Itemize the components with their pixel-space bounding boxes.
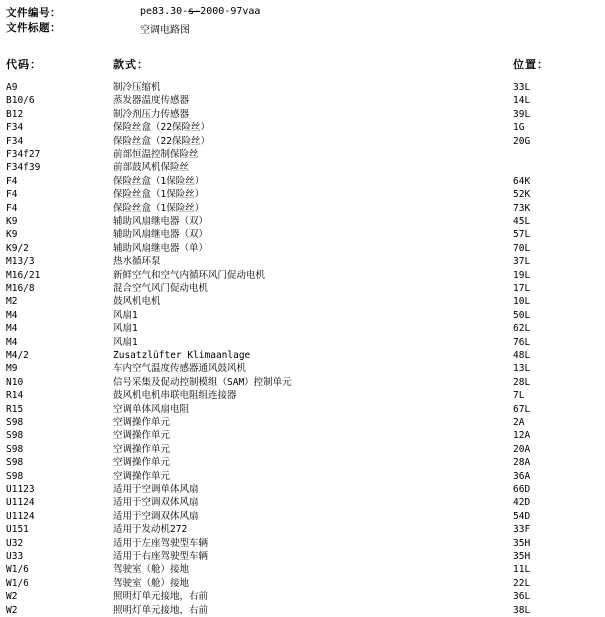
row-code: U1124	[6, 510, 35, 522]
table-row	[0, 228, 605, 241]
row-code: F4	[6, 175, 18, 187]
table-row	[0, 389, 605, 402]
row-code: K9/2	[6, 242, 29, 254]
row-code: F34f27	[6, 149, 41, 160]
table-row	[0, 496, 605, 509]
row-description: 蒸发器温度传感器	[113, 95, 190, 107]
table-row	[0, 161, 605, 174]
style-column-header: 款式：	[113, 58, 149, 71]
row-description: 信号采集及促动控制模组（SAM）控制单元	[113, 376, 292, 388]
row-position: 36A	[513, 470, 531, 482]
row-description: 风扇1	[113, 323, 138, 335]
row-position: 35H	[513, 537, 531, 549]
row-code: M4/2	[6, 350, 29, 361]
row-position: 42D	[513, 497, 531, 509]
table-row	[0, 537, 605, 550]
row-description: 空调操作单元	[113, 417, 171, 428]
row-position: 10L	[513, 296, 531, 308]
row-position: 37L	[513, 256, 531, 268]
row-description: 保险丝盒（1保险丝）	[113, 202, 205, 214]
row-position: 36L	[513, 591, 531, 603]
table-row	[0, 202, 605, 215]
row-description: 保险丝盒（22保险丝）	[113, 122, 210, 134]
row-position: 50L	[513, 309, 531, 321]
table-row	[0, 483, 605, 496]
row-code: F4	[6, 202, 18, 214]
table-row	[0, 94, 605, 107]
row-position: 2A	[513, 417, 525, 428]
row-description: 鼓风机电机串联电阻组连接器	[113, 390, 237, 402]
row-description: 保险丝盒（1保险丝）	[113, 175, 205, 187]
row-description: 车内空气温度传感器通风鼓风机	[113, 363, 247, 375]
table-row	[0, 403, 605, 416]
row-description: 风扇1	[113, 309, 138, 321]
table-row	[0, 322, 605, 335]
row-code: M2	[6, 296, 18, 308]
row-description: 空调操作单元	[113, 457, 171, 469]
row-code: S98	[6, 470, 24, 482]
file-title-value: 空调电路图	[140, 25, 190, 36]
row-code: M16/8	[6, 283, 35, 294]
table-row	[0, 121, 605, 134]
row-code: U33	[6, 551, 24, 562]
table-row	[0, 81, 605, 94]
row-description: 辅助风扇继电器（双）	[113, 229, 209, 241]
row-code: S98	[6, 430, 24, 442]
row-position: 54D	[513, 510, 531, 522]
row-description: 前部恒温控制保险丝	[113, 149, 199, 160]
table-row	[0, 148, 605, 161]
row-code: N10	[6, 376, 24, 388]
table-row	[0, 362, 605, 375]
file-number-value	[140, 6, 260, 17]
row-position: 28A	[513, 457, 531, 469]
row-code: W1/6	[6, 577, 29, 589]
row-description: 适用于空调单体风扇	[113, 484, 199, 495]
row-position: 76L	[513, 336, 531, 348]
table-row	[0, 510, 605, 523]
row-code: U32	[6, 537, 24, 549]
table-row	[0, 215, 605, 228]
table-row	[0, 349, 605, 362]
row-description: 热水循环泵	[113, 256, 161, 268]
table-row	[0, 456, 605, 469]
row-description: 照明灯单元接地，右前	[113, 591, 209, 603]
row-position: 35H	[513, 551, 531, 562]
table-row	[0, 175, 605, 188]
row-description: 适用于右座驾驶型车辆	[113, 551, 209, 562]
row-description: 制冷剂压力传感器	[113, 108, 190, 120]
row-code: U1123	[6, 484, 35, 495]
row-code: W2	[6, 604, 18, 616]
row-position: 70L	[513, 242, 531, 254]
table-row	[0, 282, 605, 295]
table-row	[0, 429, 605, 442]
row-code: M16/21	[6, 269, 41, 281]
row-description: 空调操作单元	[113, 430, 171, 442]
table-row	[0, 188, 605, 201]
row-position: 48L	[513, 350, 531, 361]
row-position: 66D	[513, 484, 531, 495]
row-position: 14L	[513, 95, 531, 107]
table-row	[0, 309, 605, 322]
table-row	[0, 242, 605, 255]
table-row	[0, 269, 605, 282]
table-row	[0, 604, 605, 617]
row-position: 39L	[513, 108, 531, 120]
row-description: 鼓风机电机	[113, 296, 161, 308]
table-row	[0, 577, 605, 590]
row-code: K9	[6, 216, 18, 227]
row-position: 1G	[513, 122, 525, 134]
file-title-label: 文件标题：	[6, 22, 61, 34]
row-description: 保险丝盒（1保险丝）	[113, 189, 205, 201]
row-code: M4	[6, 323, 18, 335]
row-description: 空调操作单元	[113, 443, 171, 455]
file-number-main: pe83.30-	[140, 6, 189, 17]
row-code: M13/3	[6, 256, 35, 268]
table-row	[0, 108, 605, 121]
row-code: S98	[6, 443, 24, 455]
row-position: 17L	[513, 283, 531, 294]
row-code: F4	[6, 189, 18, 201]
row-description: 驾驶室（舱）接地	[113, 564, 190, 576]
row-description: 照明灯单元接地，右前	[113, 604, 209, 616]
row-position: 67L	[513, 403, 531, 415]
row-position: 13L	[513, 363, 531, 375]
row-code: S98	[6, 457, 24, 469]
row-position: 33L	[513, 82, 531, 93]
row-description: 空调单体风扇电阻	[113, 403, 190, 415]
row-code: A9	[6, 82, 18, 93]
table-row	[0, 590, 605, 603]
table-row	[0, 135, 605, 148]
position-column-header: 位置：	[513, 58, 549, 71]
row-position: 33F	[513, 524, 531, 536]
table-row	[0, 470, 605, 483]
table-row	[0, 443, 605, 456]
row-position: 20A	[513, 443, 531, 455]
row-description: 制冷压缩机	[113, 82, 161, 93]
table-row	[0, 416, 605, 429]
row-description: 适用于空调双体风扇	[113, 497, 199, 509]
table-row	[0, 295, 605, 308]
code-column-header: 代码：	[6, 58, 42, 71]
row-description: 空调操作单元	[113, 470, 171, 482]
row-position: 62L	[513, 323, 531, 335]
row-position: 57L	[513, 229, 531, 241]
table-row	[0, 550, 605, 563]
row-code: R15	[6, 403, 24, 415]
row-description: 混合空气风门促动电机	[113, 283, 209, 294]
row-description: 新鲜空气和空气内循环风门促动电机	[113, 269, 266, 281]
row-description: 驾驶室（舱）接地	[113, 577, 190, 589]
row-position: 7L	[513, 390, 525, 402]
row-description: 保险丝盒（22保险丝）	[113, 135, 210, 147]
row-description: 风扇1	[113, 336, 138, 348]
row-code: W1/6	[6, 564, 29, 576]
row-code: B10/6	[6, 95, 35, 107]
row-position: 12A	[513, 430, 531, 442]
table-row	[0, 523, 605, 536]
row-position: 45L	[513, 216, 531, 227]
row-code: M9	[6, 363, 18, 375]
row-description: 适用于左座驾驶型车辆	[113, 537, 209, 549]
row-position: 20G	[513, 135, 531, 147]
row-description: 辅助风扇继电器（双）	[113, 216, 209, 227]
row-position: 64K	[513, 175, 531, 187]
row-code: S98	[6, 417, 24, 428]
row-description: 适用于空调双体风扇	[113, 510, 199, 522]
row-code: M4	[6, 309, 18, 321]
table-row	[0, 336, 605, 349]
row-position: 73K	[513, 202, 531, 214]
table-row	[0, 563, 605, 576]
file-number-struck: s-	[188, 6, 201, 17]
row-description: 辅助风扇继电器（单）	[113, 242, 209, 254]
row-description: Zusatzlüfter Klimaanlage	[113, 350, 251, 361]
table-row	[0, 255, 605, 268]
table-row	[0, 376, 605, 389]
file-number-tail: 2000-97vaa	[200, 6, 261, 17]
file-number-label: 文件编号：	[6, 7, 61, 19]
row-position: 19L	[513, 269, 531, 281]
row-code: R14	[6, 390, 24, 402]
row-position: 22L	[513, 577, 531, 589]
row-position: 11L	[513, 564, 531, 576]
row-code: F34	[6, 122, 24, 134]
row-code: F34f39	[6, 162, 41, 174]
row-position: 52K	[513, 189, 531, 201]
row-code: F34	[6, 135, 24, 147]
row-description: 前部鼓风机保险丝	[113, 162, 190, 174]
row-position: 28L	[513, 376, 531, 388]
row-code: U151	[6, 524, 29, 536]
row-position: 38L	[513, 604, 531, 616]
row-code: B12	[6, 108, 24, 120]
row-code: U1124	[6, 497, 35, 509]
row-code: K9	[6, 229, 18, 241]
row-code: M4	[6, 336, 18, 348]
row-description: 适用于发动机272	[113, 524, 188, 536]
row-code: W2	[6, 591, 18, 603]
